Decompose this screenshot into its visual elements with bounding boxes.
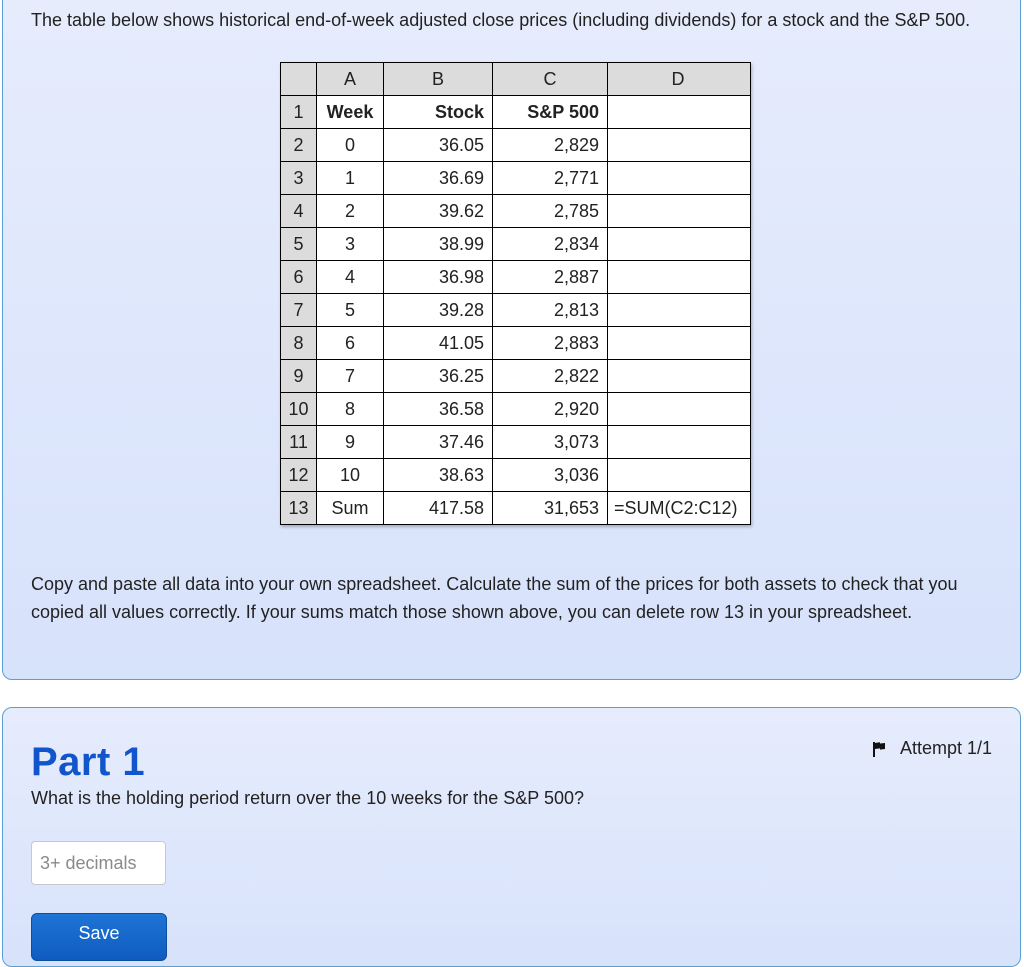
cell-d [608,294,751,327]
cell-d [608,228,751,261]
cell-b: 38.63 [384,459,493,492]
column-header-a: A [317,63,384,96]
cell-c: 2,887 [493,261,608,294]
table-row [281,327,751,360]
cell-b: 39.28 [384,294,493,327]
table-row [281,261,751,294]
row-number: 5 [281,228,317,261]
cell-b: 36.05 [384,129,493,162]
cell-a: 1 [317,162,384,195]
cell-b: Stock [384,96,493,129]
cell-c: S&P 500 [493,96,608,129]
row-number: 2 [281,129,317,162]
table-row [281,294,751,327]
attempt-indicator [872,738,992,759]
cell-d [608,96,751,129]
cell-c: 2,834 [493,228,608,261]
cell-d [608,426,751,459]
column-header-b: B [384,63,493,96]
row-number: 7 [281,294,317,327]
attempt-label: Attempt 1/1 [899,738,992,758]
cell-d [608,327,751,360]
save-button[interactable]: Save [31,913,167,961]
row-number: 3 [281,162,317,195]
cell-d [608,261,751,294]
spreadsheet-table [280,62,751,525]
column-header-d: D [608,63,751,96]
cell-c: 3,036 [493,459,608,492]
cell-d [608,195,751,228]
part-title: Part 1 [31,740,146,784]
cell-b: 36.25 [384,360,493,393]
corner-cell [281,63,317,96]
cell-b: 36.58 [384,393,493,426]
row-number: 6 [281,261,317,294]
cell-a: 9 [317,426,384,459]
cell-a: 4 [317,261,384,294]
table-row [281,162,751,195]
intro-text: The table below shows historical end-of-week adjusted close prices (including dividends) for a stock and the S&P 500. [31,10,971,30]
cell-c: 3,073 [493,426,608,459]
cell-d [608,360,751,393]
cell-c: 2,822 [493,360,608,393]
row-number: 9 [281,360,317,393]
cell-b: 41.05 [384,327,493,360]
cell-c: 2,813 [493,294,608,327]
answer-input[interactable] [31,841,166,885]
row-number: 13 [281,492,317,525]
table-row [281,195,751,228]
column-header-c: C [493,63,608,96]
row-number: 8 [281,327,317,360]
cell-a: Sum [317,492,384,525]
table-row [281,360,751,393]
cell-c: 2,771 [493,162,608,195]
table-row [281,492,751,525]
table-row [281,96,751,129]
table-row [281,129,751,162]
cell-a: 7 [317,360,384,393]
instructions-text: Copy and paste all data into your own spreadsheet. Calculate the sum of the prices for both assets to check that you copied all values correctly. If your sums match those shown above, you can delete row 13 in your spreadsheet. [31,574,958,622]
cell-d [608,393,751,426]
cell-b: 37.46 [384,426,493,459]
question-text: What is the holding period return over the 10 weeks for the S&P 500? [31,788,584,808]
table-row [281,393,751,426]
row-number: 1 [281,96,317,129]
cell-c: 2,829 [493,129,608,162]
cell-a: 8 [317,393,384,426]
cell-a: 2 [317,195,384,228]
cell-a: 10 [317,459,384,492]
cell-b: 38.99 [384,228,493,261]
table-row [281,426,751,459]
cell-c: 2,883 [493,327,608,360]
cell-a: Week [317,96,384,129]
cell-b: 36.98 [384,261,493,294]
cell-a: 6 [317,327,384,360]
cell-d [608,129,751,162]
column-header-row [281,63,751,96]
cell-d [608,459,751,492]
cell-b: 39.62 [384,195,493,228]
part1-panel [2,707,1021,967]
table-row [281,459,751,492]
cell-d [608,162,751,195]
intro-panel [2,0,1021,680]
cell-c: 2,785 [493,195,608,228]
cell-c: 31,653 [493,492,608,525]
table-row [281,228,751,261]
cell-a: 0 [317,129,384,162]
row-number: 10 [281,393,317,426]
row-number: 12 [281,459,317,492]
row-number: 4 [281,195,317,228]
cell-a: 3 [317,228,384,261]
flag-icon [872,741,886,757]
cell-a: 5 [317,294,384,327]
row-number: 11 [281,426,317,459]
cell-b: 417.58 [384,492,493,525]
cell-d: =SUM(C2:C12) [608,492,751,525]
cell-c: 2,920 [493,393,608,426]
cell-b: 36.69 [384,162,493,195]
